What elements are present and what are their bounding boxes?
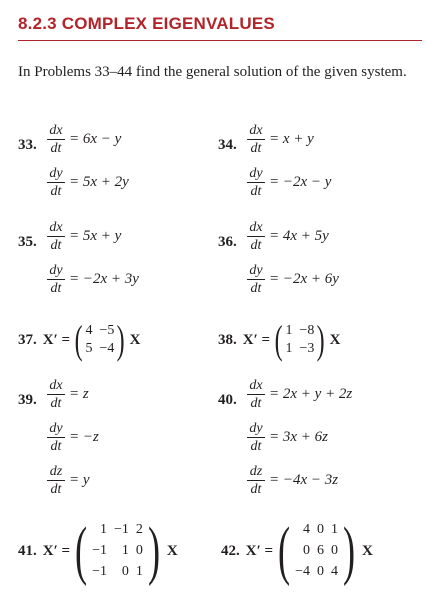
equation-1 (247, 123, 314, 156)
equation-3 (47, 464, 90, 497)
problem-number: 41. (18, 542, 37, 559)
equation-rhs: = 6x − y (69, 131, 122, 147)
left-paren: ( (74, 317, 83, 362)
derivative: $\frac{dz}{dt}$ (47, 464, 65, 497)
equation-3 (247, 464, 338, 497)
equation-1 (247, 378, 352, 411)
vector-x: X (166, 542, 178, 559)
equation-2 (47, 263, 139, 296)
derivative: $\frac{dy}{dt}$ (247, 166, 265, 199)
equation-2 (247, 421, 328, 454)
equation-rhs: = x + y (269, 131, 314, 147)
equation-rhs: = 5x + 2y (69, 174, 129, 190)
header-rule (18, 40, 422, 41)
coefficient-matrix: 1 −8 1 −3 (285, 323, 315, 356)
right-paren: ) (147, 514, 160, 587)
problem-number: 34. (218, 137, 237, 153)
equation-1 (47, 123, 121, 156)
equation-rhs: = −2x + 3y (69, 271, 139, 287)
coefficient-matrix: 1 −1 2 −1 1 0 −1 0 1 (92, 522, 143, 579)
coefficient-matrix: 4 0 1 0 6 0 −4 0 4 (295, 522, 338, 579)
equation-rhs: = 3x + 6z (269, 429, 328, 445)
equation-rhs: = −4x − 3z (269, 472, 339, 488)
problem-number: 33. (18, 137, 37, 153)
derivative: $\frac{dx}{dt}$ (247, 220, 265, 253)
vector-x: X (129, 331, 141, 348)
equation-1 (47, 220, 121, 253)
problem-38 (218, 317, 341, 362)
vector-x: X (361, 542, 373, 559)
problem-number: 40. (218, 392, 237, 408)
coefficient-matrix: 4 −5 5 −4 (85, 323, 115, 356)
problem-number: 37. (18, 331, 37, 348)
problem-number: 42. (221, 542, 240, 559)
matrix-lhs: X′ = (242, 331, 271, 348)
problem-41 (18, 514, 178, 587)
derivative: $\frac{dx}{dt}$ (247, 378, 265, 411)
equation-1 (247, 220, 329, 253)
equation-rhs: = 4x + 5y (269, 228, 329, 244)
derivative: $\frac{dy}{dt}$ (47, 166, 65, 199)
left-paren: ( (75, 514, 88, 587)
equation-rhs: = y (69, 472, 90, 488)
problem-number: 36. (218, 234, 237, 250)
equation-rhs: = −2x − y (269, 174, 332, 190)
derivative: $\frac{dz}{dt}$ (247, 464, 265, 497)
derivative: $\frac{dx}{dt}$ (247, 123, 265, 156)
derivative: $\frac{dy}{dt}$ (247, 421, 265, 454)
equation-2 (47, 421, 99, 454)
equation-1 (47, 378, 89, 411)
section-header (18, 14, 422, 34)
problem-number: 39. (18, 392, 37, 408)
derivative: $\frac{dy}{dt}$ (47, 421, 65, 454)
equation-rhs: = 2x + y + 2z (269, 386, 353, 402)
problem-number: 38. (218, 331, 237, 348)
right-paren: ) (317, 317, 326, 362)
intro-text: In Problems 33–44 find the general solution of the given system. (18, 64, 407, 80)
right-paren: ) (342, 514, 356, 587)
left-paren: ( (274, 317, 283, 362)
matrix-lhs: X′ = (42, 542, 71, 559)
vector-x: X (329, 331, 341, 348)
derivative: $\frac{dx}{dt}$ (47, 123, 65, 156)
equation-rhs: = 5x + y (69, 228, 122, 244)
equation-2 (47, 166, 129, 199)
derivative: $\frac{dy}{dt}$ (47, 263, 65, 296)
problem-42 (221, 514, 373, 587)
problem-number: 35. (18, 234, 37, 250)
equation-2 (247, 166, 331, 199)
problem-37 (18, 317, 141, 362)
equation-rhs: = −z (69, 429, 99, 445)
section-title: 8.2.3 COMPLEX EIGENVALUES (18, 14, 275, 33)
derivative: $\frac{dx}{dt}$ (47, 378, 65, 411)
derivative: $\frac{dy}{dt}$ (247, 263, 265, 296)
derivative: $\frac{dx}{dt}$ (47, 220, 65, 253)
equation-2 (247, 263, 339, 296)
equation-rhs: = z (69, 386, 89, 402)
matrix-lhs: X′ = (245, 542, 274, 559)
matrix-lhs: X′ = (42, 331, 71, 348)
equation-rhs: = −2x + 6y (269, 271, 339, 287)
left-paren: ( (278, 514, 291, 587)
right-paren: ) (117, 317, 126, 362)
